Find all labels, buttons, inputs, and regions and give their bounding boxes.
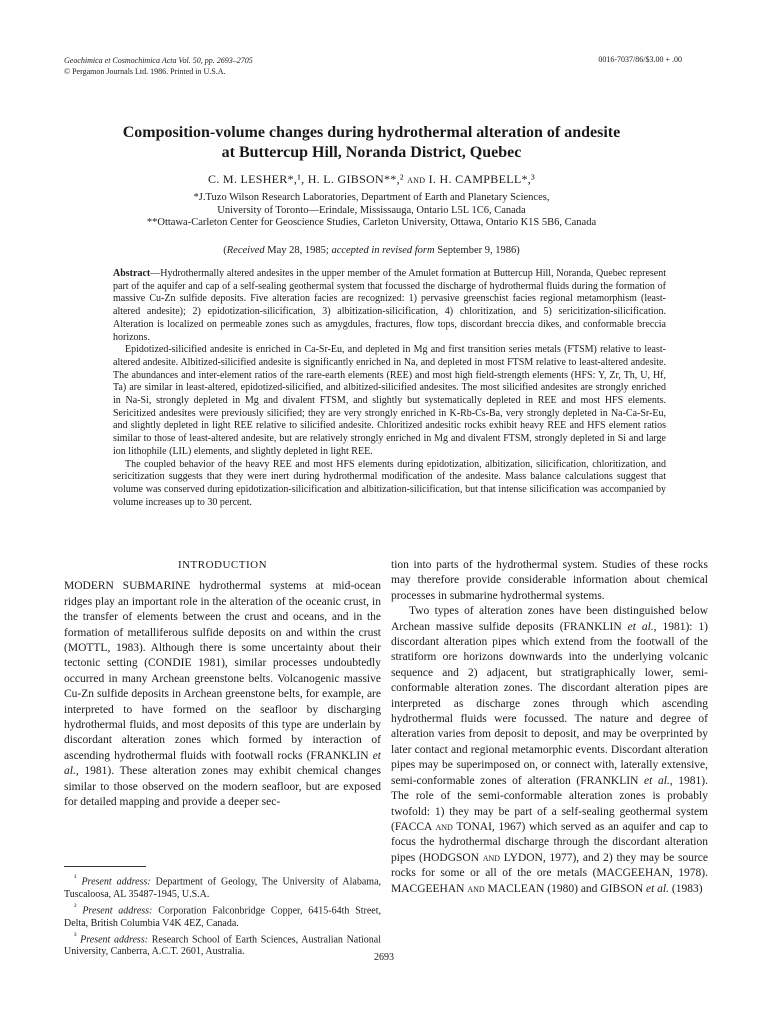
affiliation-line: University of Toronto—Erindale, Mississauga, Ontario L5L 1C6, Canada — [217, 204, 526, 216]
received-label: Received — [226, 245, 265, 256]
paper-title — [64, 123, 679, 163]
footnote-mark: ² — [74, 901, 77, 911]
section-heading-introduction: INTRODUCTION — [177, 559, 268, 571]
footnote-text: Corporation Falconbridge Copper, 6415-64th Street, Delta, British Columbia V4K 4EZ, Canada. — [64, 905, 381, 929]
citation: FRANKLIN — [580, 774, 639, 787]
affiliation-line: *J.Tuzo Wilson Research Laboratories, Department of Earth and Planetary Sciences, — [193, 192, 550, 203]
footnotes — [64, 872, 381, 959]
affiliation-line: **Ottawa-Carleton Center for Geoscience Studies, Carleton University, Ottawa, Ontario K1S 5B6, Canada — [146, 217, 597, 228]
body-text: 1981), similar processes undoubtedly occurred in many Archean greenstone belts. Volcanogenic massive Cu-Zn sulfide deposits in Archean greenstone belts, for example, are interpreted to have formed on the seafloor by discharging hydrothermal fluids, and most deposits of this type are underlain by discordant alteration zones which formed by interaction of ascending hydrothermal fluids with footwall rocks ( — [64, 657, 381, 762]
citation: FRANKLIN — [310, 749, 369, 762]
journal-header — [64, 55, 253, 77]
received-date: May 28, 1985; — [264, 245, 332, 256]
abstract-label: Abstract — [113, 268, 151, 279]
lead-in: MODERN SUBMARINE — [64, 580, 191, 593]
body-text: , 1983). Although there is some uncertainty about their tectonic setting ( — [64, 642, 381, 670]
footnote-label: Present address: — [80, 934, 149, 946]
title-line-1: Composition-volume changes during hydrothermal alteration of andesite — [122, 124, 621, 141]
citation: FRANKLIN — [563, 620, 622, 633]
footnote — [64, 901, 381, 930]
journal-line: Geochimica et Cosmochimica Acta Vol. 50, pp. 2693–2705 — [64, 56, 253, 65]
citation: GIBSON — [600, 882, 644, 895]
et-al: et al. — [638, 774, 670, 787]
footnote-label: Present address: — [81, 876, 151, 888]
body-text: , 1981). These alteration zones may exhibit chemical changes similar to those observed on the modern seafloor, but are exposed for detailed mapping and provide a deeper sec- — [64, 765, 381, 809]
body-text: , 1981). The role of the semi-conformable alteration zones is probably twofold: 1) they may be part of a self-sealing geothermal system ( — [391, 774, 708, 833]
paren-close: ) — [516, 245, 520, 256]
body-text: , 1977), and 2) they may be source rocks for some or all of the ore metals ( — [391, 851, 709, 880]
accepted-date: September 9, 1986 — [434, 245, 517, 256]
footnote — [64, 872, 381, 901]
page-number: 2693 — [374, 952, 394, 963]
et-al: et al. — [621, 620, 654, 633]
body-text: Two types of alteration zones have been distinguished below Archean massive sulfide deposits ( — [391, 605, 708, 633]
body-text: (1980) and — [544, 882, 601, 895]
citation: MOTTL — [67, 642, 108, 655]
abstract-paragraph: The coupled behavior of the heavy REE and most HFS elements during epidotization, albitization, silicification, chloritization, and sericitization suggests that they were inert during hydrothermal modification of the andesite. Mass balance calculations suggest that volume was conserved during epidotization-silicification and albitization-silicification, but that intense silicification was accompanied by volume increases up to 30 percent. — [113, 458, 666, 508]
body-text: hydrothermal systems at mid-ocean ridges play an important role in the alteration of the oceanic crust, in the transfer of elements between the crust and oceans, and in the formation of metalliferous sulfide deposits on and within the crust ( — [64, 580, 381, 655]
column-right — [391, 558, 708, 897]
body-text: , 1967) which served as an aquifer and cap to focus the hydrothermal discharge through the discordant alteration pipes ( — [391, 820, 709, 864]
footnote-mark: ³ — [74, 930, 77, 940]
citation: FACCA and TONAI — [394, 820, 492, 833]
column-left — [64, 558, 381, 811]
abstract-paragraph: Epidotized-silicified andesite is enriched in Ca-Sr-Eu, and depleted in Mg and first transition series metals (FTSM) relative to least-altered andesite. Albitized-silicified andesite is significantly enriched in Na, and depleted in most FTSM relative to least-altered andesite. The abundances and inter-element ratios of the rare-earth elements (REE) and most high field-strength elements (HFS: Y, Zr, Th, U, Hf, Ta) are similar in least-altered, epidotized-silicified, and albitized-silicified andesites. The most silicified andesites are strongly enriched in Na-Si, strongly depleted in Mg and divalent FTSM, and slightly but systematically depleted in REE and most HFS elements. Sericitized andesites were previously silicified; they are very strongly enriched in K-Rb-Cs-Ba, very strongly depleted in Na-Ca-Sr-Eu, and slightly depleted in light REE relative to silicified andesite. Chloritized andesitic rocks exhibit heavy REE and HFS element ratios similar to those of least-altered andesite, but are relatively strongly enriched in Mg and divalent FTSM, strongly depleted in Si and large ion lithophile (LIL) elements, and slightly depleted in light REE. — [113, 344, 666, 457]
footnote-mark: ¹ — [74, 873, 77, 882]
affiliations — [64, 192, 679, 230]
journal-code: 0016-7037/86/$3.00 + .00 — [598, 55, 682, 64]
received-dates — [64, 245, 679, 256]
body-paragraph: tion into parts of the hydrothermal system. Studies of these rocks may therefore provide considerable information about chemical processes in submarine hydrothermal systems. — [391, 559, 708, 602]
et-al: et al. — [643, 882, 669, 895]
accepted-label: accepted in revised form — [331, 245, 435, 256]
footnote-label: Present address: — [82, 905, 153, 917]
footnote-text: Research School of Earth Sciences, Australian National University, Canberra, A.C.T. 2601, Australia. — [64, 934, 382, 958]
footnote-divider — [64, 866, 146, 867]
citation: MACGEEHAN and MACLEAN — [391, 882, 545, 895]
body-text: , 1981): 1) discordant alteration pipes which extend from the footwall of the stratiform ore horizons downwards into the underlying volcanic sequence and 2) adjacent, but stratigraphically lower, semi-conformable alteration zones. The discordant alteration pipes are interpreted as discharge zones through which ascending hydrothermal fluids were focussed. The nature and degree of alteration varies from deposit to deposit, and may be overprinted by later contact and regional metamorphic events. Discordant alteration pipes may be superimposed on, or connect with, laterally extensive, semi-conformable zones of alteration ( — [391, 620, 709, 787]
body-paragraph — [64, 579, 381, 810]
body-text: , 1978). — [669, 867, 708, 880]
abstract — [113, 268, 666, 509]
et-al: et al. — [64, 749, 381, 778]
title-line-2: at Buttercup Hill, Noranda District, Quebec — [221, 144, 522, 161]
paren-open: ( — [223, 245, 227, 256]
abstract-text: —Hydrothermally altered andesites in the upper member of the Amulet formation at Buttercup Hill, Noranda, Quebec represent part of the aquifer and cap of a self-sealing geothermal system that focussed the discharge of hydrothermal fluids during the formation of massive Cu-Zn sulfide deposits. Five alteration facies are recognized: 1) pervasive greenschist facies regional metamorphism (least-altered andesite); 2) epidotization-silicification, 3) albitization-silicification, 4) chloritization, and 5) sericitization-silicification. Alteration is localized on permeable zones such as amygdules, fractures, flow tops, discordant breccia dikes, and conformable breccia horizons. — [113, 268, 666, 343]
citation: HODGSON and LYDON — [422, 851, 543, 864]
citation: CONDIE — [148, 657, 192, 670]
body-paragraph — [391, 604, 708, 897]
body-text: (1983) — [669, 882, 703, 895]
abstract-paragraph — [113, 268, 666, 344]
citation: MACGEEHAN — [596, 867, 670, 880]
copyright-line: © Pergamon Journals Ltd. 1986. Printed in U.S.A. — [64, 67, 226, 76]
author-list: C. M. LESHER*,¹, H. L. GIBSON**,² and I. H. CAMPBELL*,³ — [208, 172, 535, 186]
footnote-text: Department of Geology, The University of Alabama, Tuscaloosa, AL 35487-1945, U.S.A. — [64, 876, 382, 900]
